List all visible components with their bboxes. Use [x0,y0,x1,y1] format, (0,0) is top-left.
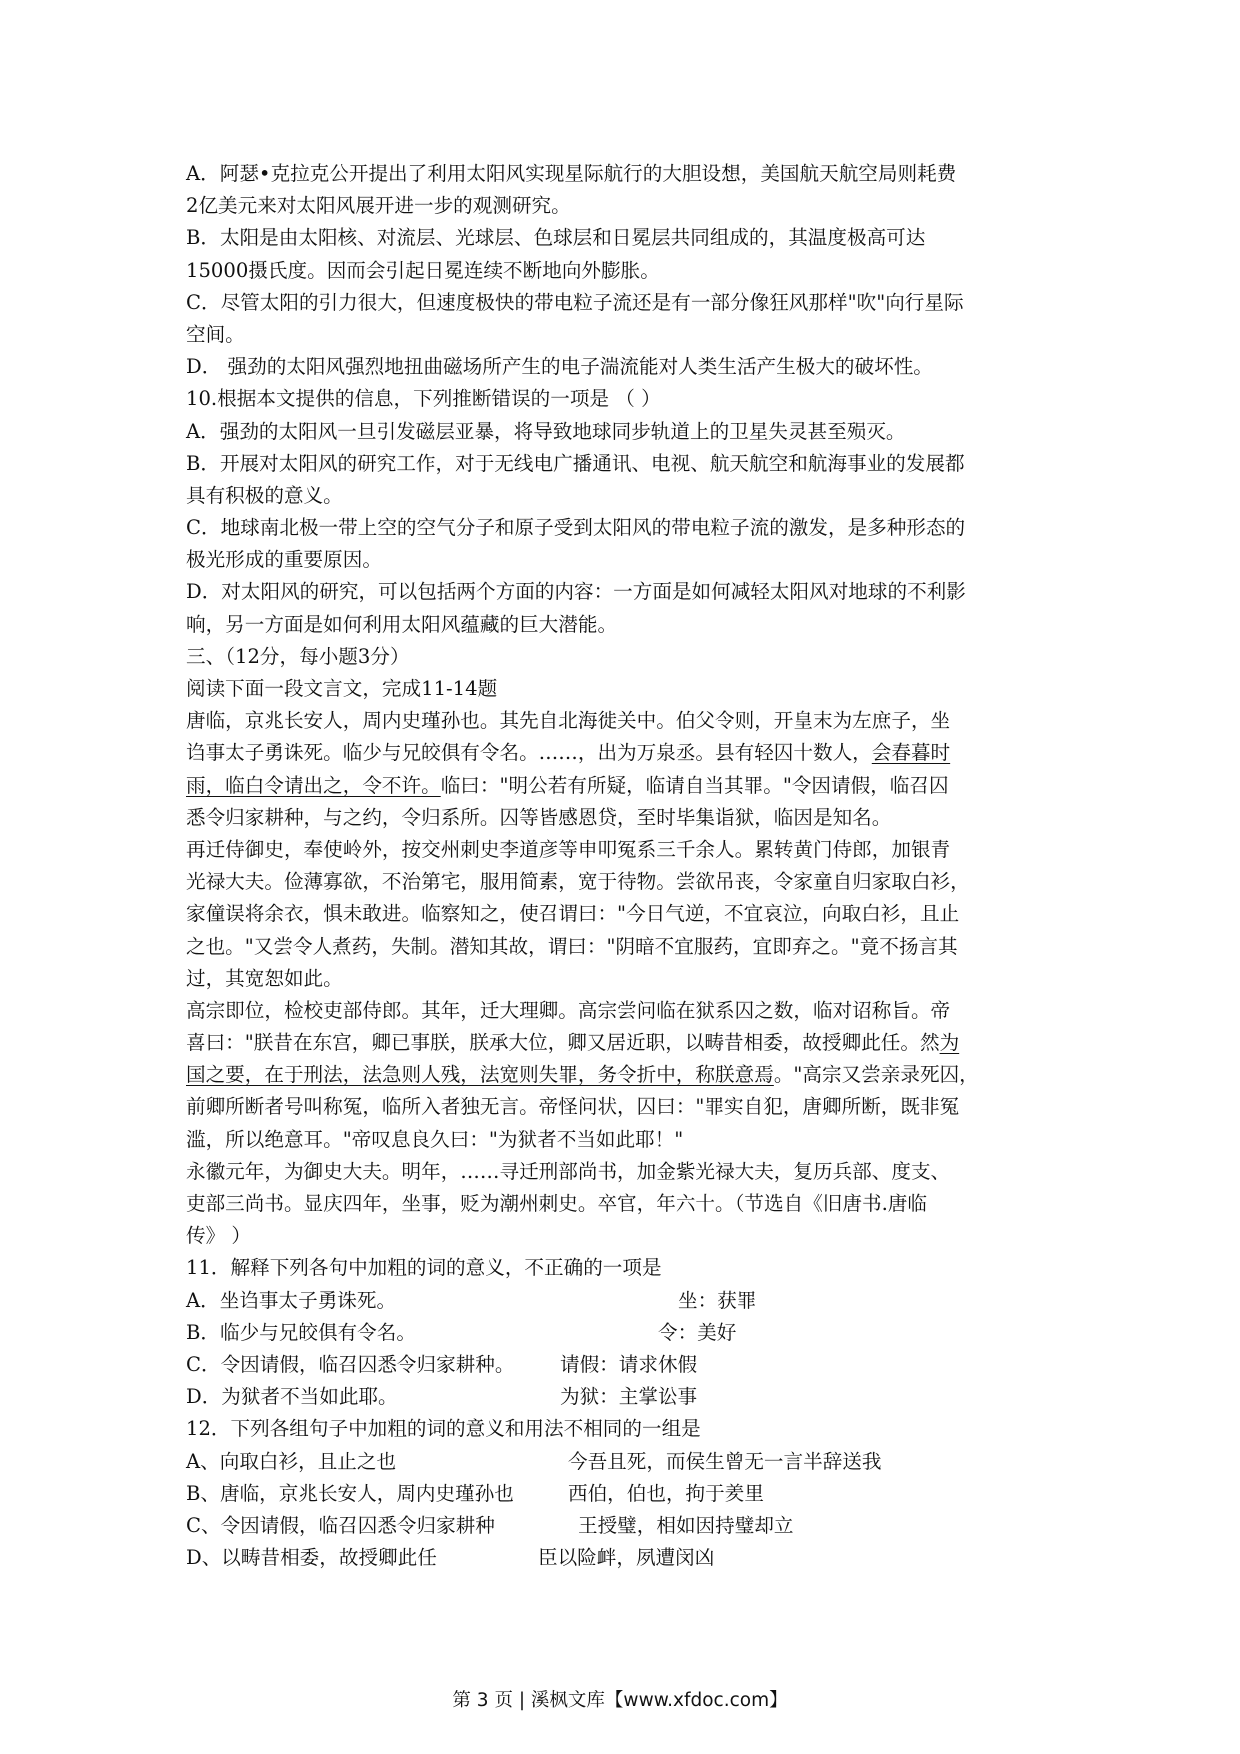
option-row [186,1349,1066,1381]
question-11-options [186,1285,1066,1414]
text-line: B．开展对太阳风的研究工作，对于无线电广播通讯、电视、航天航空和航海事业的发展都 [186,451,965,475]
page-footer: 第 3 页 | 溪枫文库【www.xfdoc.com】 [452,1690,788,1711]
text-line: C．地球南北极一带上空的空气分子和原子受到太阳风的带电粒子流的激发，是多种形态的 [186,516,966,540]
text-line: 2亿美元来对太阳风展开进一步的观测研究。 [186,194,571,218]
option-row [186,1317,1066,1349]
text-line: 光禄大夫。俭薄寡欲，不治第宅，服用简素，宽于待物。尝欲吊丧，令家童自归家取白衫， [186,870,970,894]
option-sentence: C、令因请假，临召囚悉令归家耕种 [186,1513,495,1537]
option-sentence: C．令因请假，临召囚悉令归家耕种。 [186,1352,515,1376]
option-sentence: B、唐临，京兆长安人，周内史瑾孙也 [186,1481,514,1505]
text-line: 唐临，京兆长安人，周内史瑾孙也。其先自北海徙关中。伯父令则，开皇末为左庶子，坐 [186,709,951,733]
option-meaning: 令：美好 [658,1320,737,1344]
underlined-text: 国之要，在于刑法，法急则人残，法宽则失罪，务令折中，称朕意焉 [186,1063,774,1087]
text-line: 极光形成的重要原因。 [186,548,382,572]
option-sentence: B．临少与兄皎俱有令名。 [186,1320,416,1344]
text-line: 空间。 [186,322,245,346]
text-line: C．尽管太阳的引力很大，但速度极快的带电粒子流还是有一部分像狂风那样"吹"向行星际 [186,290,964,314]
option-sentence: D、以畴昔相委，故授卿此任 [186,1546,437,1570]
text-line: 10.根据本文提供的信息，下列推断错误的一项是 （ ） [186,387,661,411]
option-row [186,1478,1066,1510]
option-row [186,1542,1066,1574]
text-line: A．阿瑟•克拉克公开提出了利用太阳风实现星际航行的大胆设想，美国航天航空局则耗费 [186,162,957,185]
text-block-1 [186,158,1066,737]
option-meaning: 请假：请求休假 [560,1352,698,1376]
underlined-text: 雨，临白令请出之，令不许。 [186,773,441,797]
question-12-options [186,1446,1066,1575]
text-line: 15000摄氏度。因而会引起日冕连续不断地向外膨胀。 [186,258,660,282]
text-line: 三、（12分，每小题3分） [186,644,410,668]
text-line: 滥，所以绝意耳。"帝叹息良久曰："为狱者不当如此耶！" [186,1127,684,1151]
text-line: 悉令归家耕种，与之约，令归系所。囚等皆感恩贷，至时毕集诣狱，临因是知名。 [186,805,892,829]
text-line: 喜曰："朕昔在东宫，卿已事朕，朕承大位，卿又居近职，以畴昔相委，故授卿此任。然为 [186,1031,960,1055]
underlined-text: 为 [939,1031,960,1055]
text-line: 国之要，在于刑法，法急则人残，法宽则失罪，务令折中，称朕意焉。"高宗又尝亲录死囚， [186,1063,979,1087]
option-meaning: 为狱：主掌讼事 [560,1385,698,1409]
document-body [186,158,1066,1574]
option-sentence: A、向取白衫，且止之也 [186,1449,397,1473]
option-sentence: D．为狱者不当如此耶。 [186,1385,398,1409]
question-12: 12．下列各组句子中加粗的词的意义和用法不相同的一组是 [186,1417,701,1441]
text-line: A．强劲的太阳风一旦引发磁层亚暴，将导致地球同步轨道上的卫星失灵甚至殒灭。 [186,419,906,443]
option-sentence: A．坐诌事太子勇诛死。 [186,1288,397,1312]
text-line: 再迁侍御史，奉使岭外，按交州刺史李道彦等申叩冤系三千余人。累转黄门侍郎，加银青 [186,837,951,861]
text-line: 阅读下面一段文言文，完成11-14题 [186,677,498,700]
text-line: B．太阳是由太阳核、对流层、光球层、色球层和日冕层共同组成的，其温度极高可达 [186,226,926,250]
option-meaning: 王授璧，相如因持璧却立 [578,1513,794,1537]
option-row [186,1446,1066,1478]
text-line: 11．解释下列各句中加粗的词的意义，不正确的一项是 [186,1256,662,1280]
text-line: 高宗即位，检校吏部侍郎。其年，迁大理卿。高宗尝问临在狱系囚之数，临对诏称旨。帝 [186,998,951,1022]
option-meaning: 臣以险衅，夙遭闵凶 [538,1546,715,1570]
text-line: D．对太阳风的研究，可以包括两个方面的内容：一方面是如何减轻太阳风对地球的不利影 [186,580,966,604]
text-line: 过，其宽恕如此。 [186,966,343,990]
text-line: 之也。"又尝令人煮药，失制。潜知其故，谓曰："阴暗不宜服药，宜即弃之。"竟不扬言其 [186,934,958,958]
option-row [186,1381,1066,1413]
option-meaning: 西伯，伯也，拘于羑里 [568,1481,764,1505]
text-line: D． 强劲的太阳风强烈地扭曲磁场所产生的电子湍流能对人类生活产生极大的破坏性。 [186,355,933,379]
text-line: 雨，临白令请出之，令不许。临曰："明公若有所疑，临请自当其罪。"令因请假，临召囚 [186,773,949,797]
text-line: 具有积极的意义。 [186,483,343,507]
option-row [186,1510,1066,1542]
text-block-3 [186,1091,1066,1284]
text-line: 家僮误将余衣，惧未敢进。临察知之，使召谓曰："今日气逆，不宜哀泣，向取白衫，且止 [186,902,960,926]
text-block-2 [186,802,1066,1027]
option-meaning: 今吾且死，而侯生曾无一言半辞送我 [568,1449,882,1473]
text-line: 吏部三尚书。显庆四年，坐事，贬为潮州刺史。卒官，年六十。（节选自《旧唐书.唐临 [186,1192,927,1215]
text-line: 传》 ） [186,1224,252,1248]
text-line: 永徽元年，为御史大夫。明年，……寻迁刑部尚书，加金紫光禄大夫，复历兵部、度支、 [186,1159,951,1183]
option-meaning: 坐：获罪 [678,1288,757,1312]
option-row [186,1285,1066,1317]
text-line: 诌事太子勇诛死。临少与兄皎俱有令名。……，出为万泉丞。县有轻囚十数人，会春暮时 [186,741,951,765]
underlined-text: 会春暮时 [871,741,951,765]
text-line: 前卿所断者号叫称冤，临所入者独无言。帝怪问状，囚曰："罪实自犯，唐卿所断，既非冤 [186,1095,960,1119]
text-line: 响，另一方面是如何利用太阳风蕴藏的巨大潜能。 [186,612,618,636]
